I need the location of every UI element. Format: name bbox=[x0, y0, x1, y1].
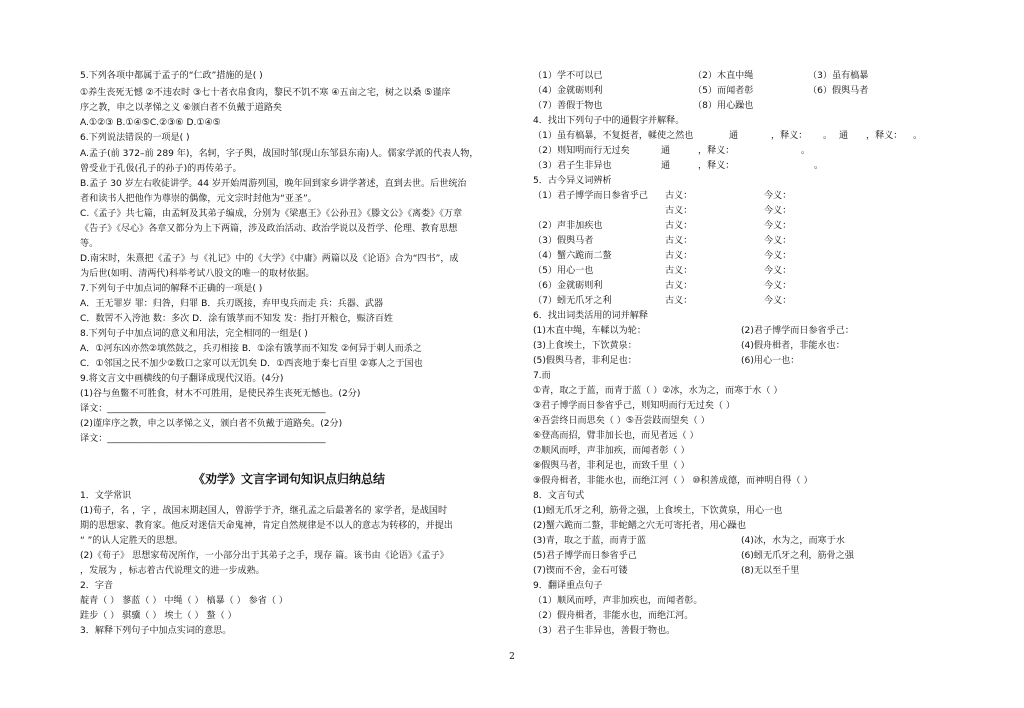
literature-heading: 1．文学常识 bbox=[80, 491, 132, 501]
tongjia-sentence: （3）君子生非异也 bbox=[533, 161, 612, 171]
word-class-row bbox=[533, 355, 953, 367]
gujin-old-label: 古义： bbox=[665, 236, 693, 246]
word-meaning-heading: 3．解释下列句子中加点实词的意思。 bbox=[80, 626, 232, 636]
pronunciation-row: 靛青（ ） 蓼蓝（ ） 中绳（ ） 槁暴（ ） 参省（ ） bbox=[80, 596, 288, 606]
gujin-old-label: 古义： bbox=[665, 281, 693, 291]
sentence-pattern-item: (2)蟹六跪而二螯，非蛇鳝之穴无可寄托者，用心躁也 bbox=[533, 521, 746, 531]
translation-item: （1）顺风而呼，声非加疾也，而闻者彰。 bbox=[533, 596, 703, 606]
word-class-item: (2)君子博学而日参省乎己： bbox=[741, 326, 854, 336]
gujin-sentence: （5）用心一也 bbox=[533, 266, 594, 276]
question-6-option-b: 者和读书人把他作为尊崇的偶像，元文宗时封他为“亚圣”。 bbox=[80, 194, 317, 204]
sentence-pattern-heading: 8．文言句式 bbox=[533, 491, 585, 501]
sentence-pattern-row bbox=[533, 550, 953, 562]
question-5-options: ①养生丧死无憾 ②不违农时 ③七十者衣帛食肉，黎民不饥不寒 ④五亩之宅，树之以桑 ⑤谨庠 bbox=[80, 88, 451, 98]
translation-item: （2）假舟楫者，非能水也，而绝江河。 bbox=[533, 611, 694, 621]
question-6: 6.下列说法错误的一项是( ) bbox=[80, 133, 190, 143]
tongjia-label: 。 bbox=[801, 146, 811, 156]
sentence-pattern-row bbox=[533, 535, 953, 547]
er-item: ⑧假舆马者，非利足也，而致千里（ ） bbox=[533, 461, 690, 471]
gujin-old-label: 古义： bbox=[665, 221, 693, 231]
word-meaning-item: （4）金就砺则利 bbox=[533, 86, 603, 96]
gujin-old-label: 古义： bbox=[665, 266, 693, 276]
word-meaning-row bbox=[533, 100, 953, 112]
question-5: 5.下列各项中都属于孟子的“仁政”措施的是( ) bbox=[80, 71, 263, 81]
gujin-sentence: （4）蟹六跪而二螯 bbox=[533, 251, 612, 261]
word-meaning-item: （1）学不可以已 bbox=[533, 71, 603, 81]
question-8: 8.下列句子中加点词的意义和用法，完全相同的一组是( ) bbox=[80, 329, 308, 339]
gujin-item bbox=[533, 265, 953, 277]
word-meaning-item: （6）假舆马者 bbox=[808, 86, 869, 96]
gujin-item bbox=[533, 295, 953, 307]
sentence-pattern-item: (5)君子博学而日参省乎己 bbox=[533, 551, 637, 561]
question-6-option-c: C.《孟子》共七篇，由孟轲及其弟子编成，分别为《梁惠王》《公孙丑》《滕文公》《离娄》《万章 bbox=[80, 209, 463, 219]
question-7-options: C．数罟不入洿池 数：多次 D．涂有饿莩而不知发 发：指打开粮仓，赈济百姓 bbox=[80, 314, 394, 324]
gujin-sentence: （1）君子博学而日参省乎己 bbox=[533, 191, 648, 201]
gujin-old-label: 古义： bbox=[665, 191, 693, 201]
question-8-options: A．①河东凶亦然②填然鼓之，兵刃相接 B．①涂有饿莩而不知发 ②何异于刺人而杀之 bbox=[80, 344, 422, 354]
translation-heading: 9．翻译重点句子 bbox=[533, 581, 603, 591]
gujin-new-label: 今义： bbox=[764, 191, 792, 201]
question-8-options: C．①邻国之民不加少②数口之家可以无饥矣 D．①西丧地于秦七百里 ②寡人之于国也 bbox=[80, 359, 423, 369]
er-item: ④吾尝终日而思矣（ ）⑤吾尝跂而望矣（ ） bbox=[533, 416, 710, 426]
tongjia-label: ，释义： bbox=[771, 131, 808, 141]
sentence-pattern-item: (4)冰，水为之，而寒于水 bbox=[741, 536, 845, 546]
word-meaning-item: （5）而闻者彰 bbox=[693, 86, 754, 96]
tongjia-item bbox=[533, 160, 953, 172]
question-7-options: A．王无罪岁 罪：归咎，归罪 B．兵刃既接，弃甲曳兵而走 兵：兵器、武器 bbox=[80, 299, 384, 309]
word-class-item: (1)木直中绳，车輮以为轮： bbox=[533, 326, 646, 336]
gujin-item bbox=[533, 280, 953, 292]
gujin-heading: 5．古今异义词辨析 bbox=[533, 176, 612, 186]
sentence-pattern-row bbox=[533, 505, 953, 517]
gujin-new-label: 今义： bbox=[764, 221, 792, 231]
sentence-pattern-item: (6)蚓无爪牙之利，筋骨之强 bbox=[741, 551, 854, 561]
gujin-sentence: （6）金就砺则利 bbox=[533, 281, 603, 291]
tongjia-heading: 4．找出下列句子中的通假字并解释。 bbox=[533, 116, 685, 126]
sentence-pattern-item: (3)青，取之于蓝，而青于蓝 bbox=[533, 536, 646, 546]
gujin-old-label: 古义： bbox=[665, 296, 693, 306]
gujin-item bbox=[533, 205, 953, 217]
question-6-option-c: 《告子》《尽心》各章又都分为上下两篇，涉及政治活动、政治学说以及哲学、伦理、教育思想 bbox=[80, 224, 458, 234]
literature-item-1: “ ”的认人定胜天的思想。 bbox=[80, 536, 184, 546]
word-meaning-item: （2）木直中绳 bbox=[693, 71, 754, 81]
tongjia-label: ，释义： bbox=[698, 146, 735, 156]
word-class-item: (3)上食埃土，下饮黄泉： bbox=[533, 341, 637, 351]
gujin-old-label: 古义： bbox=[665, 251, 693, 261]
question-5-options: 序之教，申之以孝悌之义 ⑥颁白者不负戴于道路矣 bbox=[80, 103, 283, 113]
word-class-item: (5)假舆马者，非利足也： bbox=[533, 356, 637, 366]
er-item: ③君子博学而日参省乎己，则知明而行无过矣（ ） bbox=[533, 401, 736, 411]
tongjia-label: 通 bbox=[661, 146, 671, 156]
er-item: ⑥登高而招，臂非加长也，而见者远（ ） bbox=[533, 431, 699, 441]
sentence-pattern-item: (1)蚓无爪牙之利，筋骨之强，上食埃土，下饮黄泉，用心一也 bbox=[533, 506, 783, 516]
gujin-old-label: 古义： bbox=[665, 206, 693, 216]
tongjia-item bbox=[533, 130, 953, 142]
translation-blank: 译文：________________________________________________ bbox=[80, 434, 326, 444]
question-6-option-c: 等。 bbox=[80, 239, 99, 249]
tongjia-label: 通 bbox=[839, 131, 849, 141]
word-class-item: (4)假舟楫者，非能水也： bbox=[741, 341, 845, 351]
gujin-new-label: 今义： bbox=[764, 281, 792, 291]
word-class-item: (6)用心一也： bbox=[741, 356, 800, 366]
literature-item-2: (2)《荀子》 思想家荀况所作，一小部分出于其弟子之手，现存 篇。该书由《论语》《孟子》 bbox=[80, 551, 449, 561]
tongjia-label: 。 bbox=[913, 131, 923, 141]
tongjia-label: 通 bbox=[729, 131, 739, 141]
gujin-new-label: 今义： bbox=[764, 296, 792, 306]
gujin-sentence: （7）蚓无爪牙之利 bbox=[533, 296, 612, 306]
question-9-item-1: (1)谷与鱼鳖不可胜食，材木不可胜用，是使民养生丧死无憾也。(2分) bbox=[80, 389, 361, 399]
gujin-item bbox=[533, 235, 953, 247]
er-item: ⑨假舟楫者，非能水也，而绝江河（ ） ⑩积善成德，而神明自得（ ） bbox=[533, 476, 813, 486]
word-meaning-row bbox=[533, 85, 953, 97]
gujin-sentence: （3）假舆马者 bbox=[533, 236, 594, 246]
gujin-new-label: 今义： bbox=[764, 251, 792, 261]
word-meaning-row bbox=[533, 70, 953, 82]
er-item: ①青，取之于蓝，而青于蓝（ ）②冰，水为之，而寒于水（ ） bbox=[533, 386, 783, 396]
gujin-item bbox=[533, 190, 953, 202]
question-5-choices: A.①②③ B.①④⑤C.②③⑥ D.①④⑤ bbox=[80, 118, 221, 128]
question-9-item-2: (2)谨庠序之教，申之以孝悌之义，颁白者不负戴于道路矣。(2分) bbox=[80, 419, 343, 429]
tongjia-sentence: （2）则知明而行无过矣 bbox=[533, 146, 630, 156]
tongjia-label: 。 bbox=[823, 131, 833, 141]
tongjia-sentence: （1）虽有槁暴，不复挺者，輮使之然也 bbox=[533, 131, 694, 141]
question-6-option-d: 为后世(如明、清两代)科举考试八股文的唯一的取材依据。 bbox=[80, 269, 315, 279]
question-6-option-a: A.孟子(前 372–前 289 年)，名轲，字子舆，战国时邹(现山东邹县东南)人。儒家学派的代表人物， bbox=[80, 149, 479, 159]
pronunciation-heading: 2．字音 bbox=[80, 581, 114, 591]
gujin-new-label: 今义： bbox=[764, 206, 792, 216]
sentence-pattern-row bbox=[533, 565, 953, 577]
gujin-item bbox=[533, 220, 953, 232]
word-class-heading: 6．找出词类活用的词并解释 bbox=[533, 311, 648, 321]
question-6-option-b: B.孟子 30 岁左右收徒讲学。44 岁开始周游列国，晚年回到家乡讲学著述，直到去世。后世统治 bbox=[80, 179, 467, 189]
gujin-new-label: 今义： bbox=[764, 266, 792, 276]
literature-item-1: (1)荀子，名 ，字 ，战国末期赵国人，曾游学于齐，继孔孟之后最著名的 家学者，是战国时 bbox=[80, 506, 448, 516]
sentence-pattern-item: (7)锲而不舍，金石可镂 bbox=[533, 566, 628, 576]
gujin-item bbox=[533, 250, 953, 262]
tongjia-label: 通 bbox=[661, 161, 671, 171]
er-item: ⑦顺风而呼，声非加疾，而闻者彰（ ） bbox=[533, 446, 690, 456]
sentence-pattern-row bbox=[533, 520, 953, 532]
sentence-pattern-item: (8)无以至千里 bbox=[741, 566, 800, 576]
translation-item: （3）君子生非异也，善假于物也。 bbox=[533, 626, 676, 636]
question-6-option-a: 曾受业于孔伋(孔子的孙子)的再传弟子。 bbox=[80, 164, 242, 174]
question-9: 9.将文言文中画横线的句子翻译成现代汉语。(4分) bbox=[80, 374, 284, 384]
word-meaning-item: （7）善假于物也 bbox=[533, 101, 603, 111]
translation-blank: 译文：________________________________________________ bbox=[80, 404, 326, 414]
er-heading: 7.而 bbox=[533, 371, 551, 381]
pronunciation-row: 跬步（ ） 骐骥（ ） 埃土（ ） 螯（ ） bbox=[80, 611, 237, 621]
question-6-option-d: D.南宋时，朱熹把《孟子》与《礼记》中的《大学》《中庸》两篇以及《论语》合为“四书”，成 bbox=[80, 254, 459, 264]
page-number: 2 bbox=[509, 652, 515, 662]
word-class-row bbox=[533, 325, 953, 337]
word-meaning-item: （3）虽有槁暴 bbox=[808, 71, 869, 81]
word-meaning-item: （8）用心躁也 bbox=[693, 101, 754, 111]
gujin-sentence: （2）声非加疾也 bbox=[533, 221, 603, 231]
section-title: 《劝学》文言字词句知识点归纳总结 bbox=[192, 472, 385, 486]
word-class-row bbox=[533, 340, 953, 352]
tongjia-item bbox=[533, 145, 953, 157]
literature-item-2: ，发展为 ，标志着古代说理文的进一步成熟。 bbox=[80, 566, 265, 576]
tongjia-label: ，释义： bbox=[866, 131, 903, 141]
tongjia-label: ，释义： bbox=[698, 161, 735, 171]
literature-item-1: 期的思想家、教育家。他反对迷信天命鬼神，肯定自然规律是不以人的意志为转移的，并提出 bbox=[80, 521, 453, 531]
tongjia-label: 。 bbox=[814, 161, 824, 171]
question-7: 7.下列句子中加点词的解释不正确的一项是( ) bbox=[80, 284, 263, 294]
gujin-new-label: 今义： bbox=[764, 236, 792, 246]
